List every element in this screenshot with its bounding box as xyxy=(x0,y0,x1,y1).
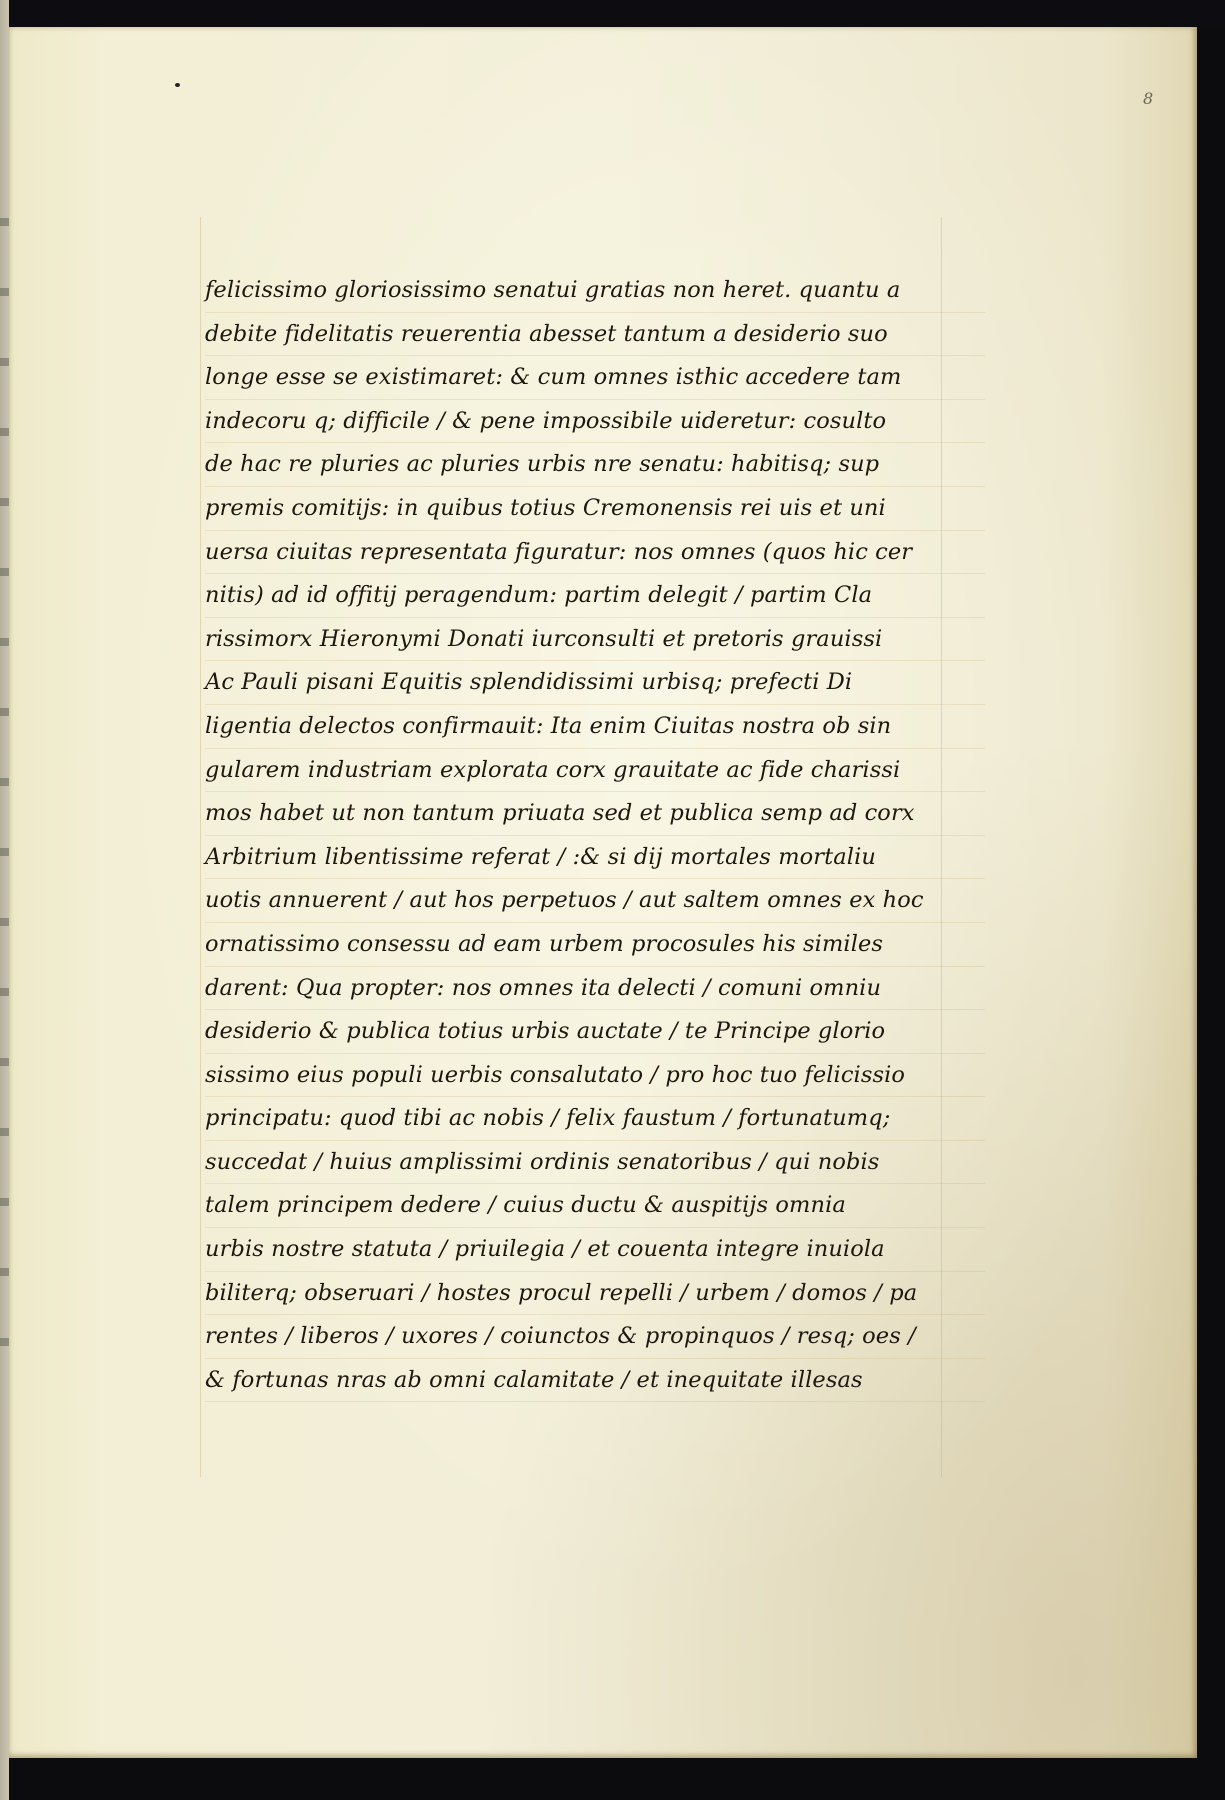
text-line: urbis nostre statuta / priuilegia / et couenta integre inuiola xyxy=(205,1228,985,1272)
adjacent-page-edge xyxy=(0,0,9,1800)
text-line: talem principem dedere / cuius ductu & auspitijs omnia xyxy=(205,1184,985,1228)
text-line: biliterq; obseruari / hostes procul repelli / urbem / domos / pa xyxy=(205,1272,985,1316)
text-line: ornatissimo consessu ad eam urbem procosules his similes xyxy=(205,923,985,967)
text-line: sissimo eius populi uerbis consalutato / pro hoc tuo felicissio xyxy=(205,1054,985,1098)
text-line: uotis annuerent / aut hos perpetuos / aut saltem omnes ex hoc xyxy=(205,879,985,923)
text-line: de hac re pluries ac pluries urbis nre senatu: habitisq; sup xyxy=(205,443,985,487)
text-line: Arbitrium libentissime referat / :& si dij mortales mortaliu xyxy=(205,836,985,880)
text-line: premis comitijs: in quibus totius Cremonensis rei uis et uni xyxy=(205,487,985,531)
text-line: ligentia delectos confirmauit: Ita enim Ciuitas nostra ob sin xyxy=(205,705,985,749)
text-line: principatu: quod tibi ac nobis / felix faustum / fortunatumq; xyxy=(205,1097,985,1141)
text-line: debite fidelitatis reuerentia abesset tantum a desiderio suo xyxy=(205,313,985,357)
manuscript-text-block xyxy=(205,269,985,1402)
text-line: felicissimo gloriosissimo senatui gratias non heret. quantu a xyxy=(205,269,985,313)
text-line: nitis) ad id offitij peragendum: partim delegit / partim Cla xyxy=(205,574,985,618)
text-line: Ac Pauli pisani Equitis splendidissimi urbisq; prefecti Di xyxy=(205,661,985,705)
manuscript-page xyxy=(9,27,1197,1758)
text-line: rentes / liberos / uxores / coiunctos & propinquos / resq; oes / xyxy=(205,1315,985,1359)
ruling-line-left xyxy=(200,217,201,1477)
text-line: indecoru q; difficile / & pene impossibile uideretur: cosulto xyxy=(205,400,985,444)
text-line: gularem industriam explorata corx grauitate ac fide charissi xyxy=(205,749,985,793)
text-line: & fortunas nras ab omni calamitate / et inequitate illesas xyxy=(205,1359,985,1403)
gutter-show-through xyxy=(0,180,9,1380)
text-line: longe esse se existimaret: & cum omnes isthic accedere tam xyxy=(205,356,985,400)
text-line: mos habet ut non tantum priuata sed et publica semp ad corx xyxy=(205,792,985,836)
scan-top-border xyxy=(0,0,1225,27)
text-line: succedat / huius amplissimi ordinis senatoribus / qui nobis xyxy=(205,1141,985,1185)
text-line: rissimorx Hieronymi Donati iurconsulti et pretoris grauissi xyxy=(205,618,985,662)
ink-dot xyxy=(175,83,180,87)
text-line: uersa ciuitas representata figuratur: nos omnes (quos hic cer xyxy=(205,531,985,575)
text-line: darent: Qua propter: nos omnes ita delecti / comuni omniu xyxy=(205,967,985,1011)
folio-number: 8 xyxy=(1143,89,1154,108)
text-line: desiderio & publica totius urbis auctate / te Principe glorio xyxy=(205,1010,985,1054)
